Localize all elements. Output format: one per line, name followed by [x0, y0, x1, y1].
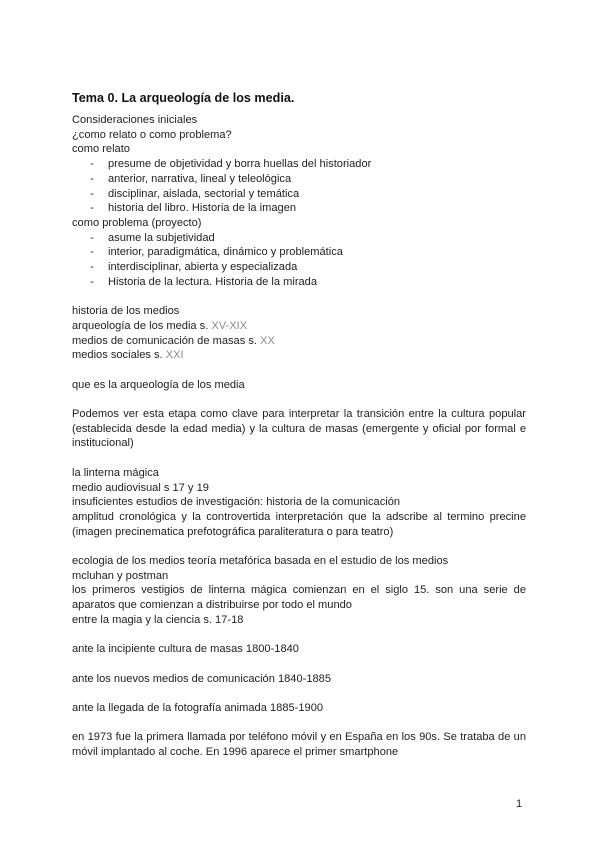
list-item: [72, 187, 526, 202]
dash-marker: -: [90, 231, 94, 244]
list-item: [72, 201, 526, 216]
spacer: [72, 392, 526, 407]
list-item: [72, 157, 526, 172]
list-item: [72, 260, 526, 275]
spacer: [72, 686, 526, 701]
historia-era: XX: [260, 334, 275, 347]
list-item-text: asume la subjetividad: [108, 231, 215, 244]
page-content: [72, 90, 526, 760]
linterna-line: la linterna mágica: [72, 466, 159, 479]
problema-label: como problema (proyecto): [72, 216, 202, 229]
historia-line: [72, 334, 526, 349]
historia-line: historia de los medios: [72, 305, 180, 318]
dash-marker: -: [90, 187, 94, 200]
dash-marker: -: [90, 158, 94, 171]
dash-marker: -: [90, 172, 94, 185]
list-item-text: Historia de la lectura. Historia de la mirada: [108, 275, 318, 288]
movil-paragraph: en 1973 fue la primera llamada por teléfono móvil y en España en los 90s. Se trataba de un móvil implantado al coche. En 1996 aparece el primer smartphone: [72, 731, 526, 759]
dash-marker: -: [90, 202, 94, 215]
podemos-paragraph: Podemos ver esta etapa como clave para interpretar la transición entre la cultura popular (establecida desde la edad media) y la cultura de masas (emergente y oficial por formal e institucional): [72, 408, 526, 450]
list-item-text: interdisciplinar, abierta y especializada: [108, 261, 298, 274]
list-item: [72, 172, 526, 187]
spacer: [72, 657, 526, 672]
intro-question: ¿como relato o como problema?: [72, 128, 232, 141]
list-item-text: interior, paradigmática, dinámico y problemática: [108, 246, 343, 259]
historia-text: arqueología de los media s.: [72, 319, 209, 332]
relato-list: [72, 157, 526, 216]
que-es-line: que es la arqueología de los media: [72, 378, 245, 391]
ante-line: ante los nuevos medios de comunicación 1840-1885: [72, 672, 332, 685]
dash-marker: -: [90, 261, 94, 274]
spacer: [72, 451, 526, 466]
historia-era: XV-XIX: [211, 319, 248, 332]
linterna-line: insuficientes estudios de investigación: historia de la comunicación: [72, 496, 401, 509]
page-number: 1: [516, 798, 523, 810]
historia-line: [72, 319, 526, 334]
historia-line: [72, 348, 526, 363]
spacer: [72, 539, 526, 554]
spacer: [72, 363, 526, 378]
historia-text: medios sociales s.: [72, 349, 163, 362]
list-item-text: disciplinar, aislada, sectorial y temática: [108, 187, 300, 200]
intro-heading: Consideraciones iniciales: [72, 114, 198, 126]
list-item-text: anterior, narrativa, lineal y teleológica: [108, 172, 292, 185]
list-item-text: historia del libro. Historia de la imagen: [108, 202, 297, 215]
ecologia-line: entre la magia y la ciencia s. 17-18: [72, 613, 244, 626]
problema-list: [72, 231, 526, 290]
ecologia-paragraph: los primeros vestigios de linterna mágica comienzan en el siglo 15. son una serie de aparatos que comienzan a distribuirse por todo el mundo: [72, 584, 526, 612]
relato-label: como relato: [72, 143, 130, 156]
list-item: [72, 275, 526, 290]
linterna-paragraph: amplitud cronológica y la controvertida interpretación que la adscribe al termino precine (imagen precinematica prefotográfica paraliteratura o para teatro): [72, 510, 526, 538]
spacer: [72, 716, 526, 731]
ante-line: ante la incipiente cultura de masas 1800-1840: [72, 643, 299, 656]
historia-era: XXI: [165, 349, 184, 362]
spacer: [72, 628, 526, 643]
list-item: [72, 245, 526, 260]
dash-marker: -: [90, 246, 94, 259]
list-item: [72, 231, 526, 246]
ecologia-line: ecologia de los medios teoría metafórica basada en el estudio de los medios: [72, 555, 449, 568]
ecologia-line: mcluhan y postman: [72, 569, 169, 582]
ante-line: ante la llegada de la fotografía animada 1885-1900: [72, 702, 324, 714]
dash-marker: -: [90, 275, 94, 288]
list-item-text: presume de objetividad y borra huellas del historiador: [108, 158, 372, 171]
historia-text: medios de comunicación de masas s.: [72, 334, 257, 347]
spacer: [72, 289, 526, 304]
document-title: Tema 0. La arqueología de los media.: [72, 91, 295, 105]
linterna-line: medio audiovisual s 17 y 19: [72, 481, 209, 494]
